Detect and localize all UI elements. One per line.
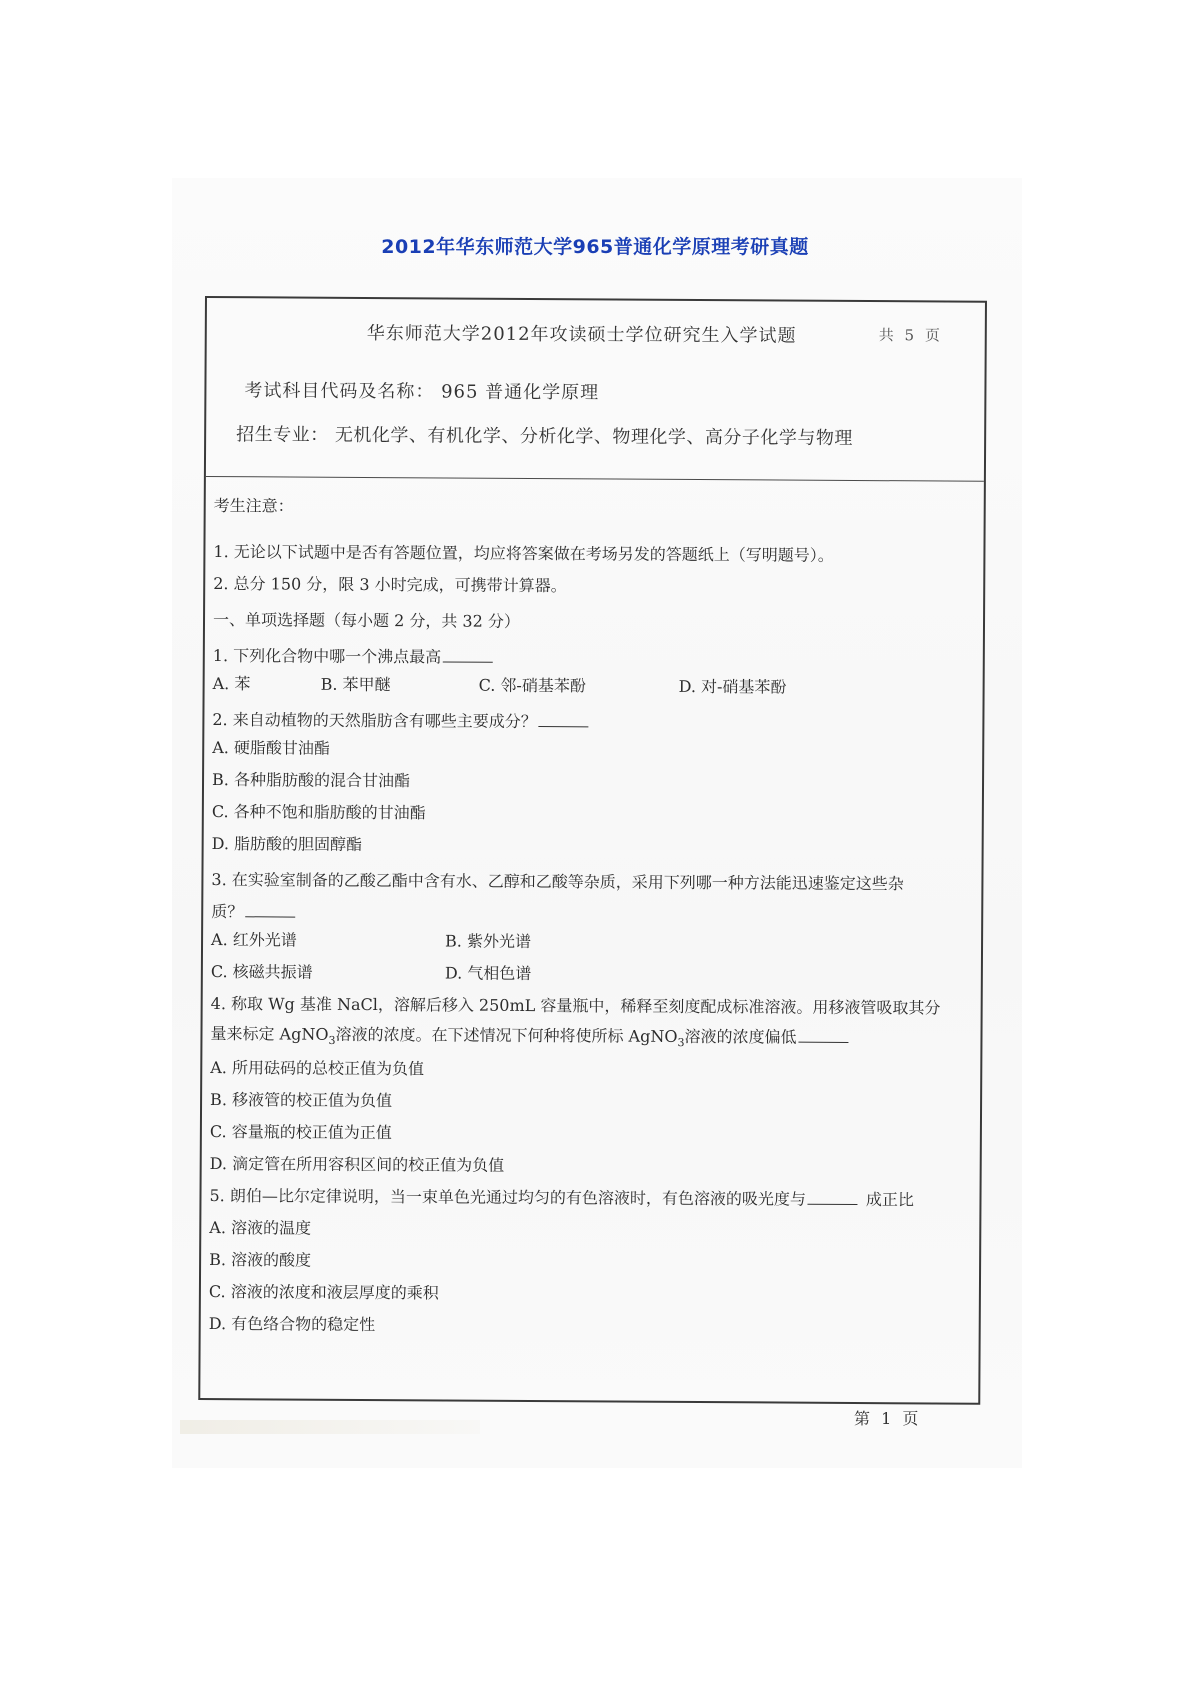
question-2-option-c: C. 各种不饱和脂肪酸的甘油酯 [211,802,426,823]
question-3-option-a: A. 红外光谱 [211,930,297,950]
total-pages: 共 5 页 [878,326,943,345]
subscript: 3 [328,1033,336,1047]
answer-blank [808,1190,858,1205]
question-5-stem [209,1186,913,1210]
scan-smudge [180,1420,480,1434]
question-1-option-c: C. 邻-硝基苯酚 [478,675,586,696]
question-4-option-b: B. 移液管的校正值为负值 [210,1090,393,1111]
notice-heading: 考生注意： [213,496,294,516]
exam-header [206,298,985,482]
question-4-stem-line1: 4. 称取 Wg 基准 NaCl，溶解后移入 250mL 容量瓶中，稀释至刻度配成标准溶液。用移液管吸取其分 [210,994,941,1018]
exam-majors: 招生专业： 无机化学、有机化学、分析化学、物理化学、高分子化学与物理 [236,424,853,449]
subscript: 3 [677,1036,685,1050]
question-1-stem [213,646,493,668]
question-3-option-c: C. 核磁共振谱 [210,962,313,982]
question-4-option-d: D. 滴定管在所用容积区间的校正值为负值 [209,1154,505,1175]
exam-subject: 考试科目代码及名称： 965 普通化学原理 [244,380,600,404]
question-3-text: 质？ [211,902,244,922]
answer-blank [443,647,493,662]
notice-item-1: 1. 无论以下试题中是否有答题位置，均应将答案做在考场另发的答题纸上（写明题号）。 [213,542,834,565]
exam-title: 华东师范大学2012年攻读硕士学位研究生入学试题 [366,322,797,347]
question-4-option-a: A. 所用砝码的总校正值为负值 [210,1058,425,1079]
question-2-text: 2. 来自动植物的天然脂肪含有哪些主要成分？ [212,710,537,732]
answer-blank [539,712,589,727]
notice-item-2: 2. 总分 150 分，限 3 小时完成，可携带计算器。 [213,574,567,596]
question-5-text: 5. 朗伯—比尔定律说明，当一束单色光通过均匀的有色溶液时，有色溶液的吸光度与 [209,1186,806,1209]
question-5-tail: 成正比 [865,1190,914,1210]
question-5-option-b: B. 溶液的酸度 [209,1250,312,1270]
question-2-stem [212,710,588,732]
question-1-text: 1. 下列化合物中哪一个沸点最高 [212,646,442,667]
question-3-option-d: D. 气相色谱 [444,963,532,984]
exam-paper-frame [198,296,987,1405]
answer-blank [245,902,295,917]
question-3-option-b: B. 紫外光谱 [445,931,532,952]
question-4-stem-line2 [210,1024,848,1054]
question-4-text-b: 溶液的浓度。在下述情况下何种将使所标 AgNO [335,1024,678,1046]
question-3-stem-line1: 3. 在实验室制备的乙酸乙酯中含有水、乙醇和乙酸等杂质，采用下列哪一种方法能迅速鉴定这些杂 [211,870,904,894]
question-5-option-d: D. 有色络合物的稳定性 [208,1314,376,1335]
question-4-text-a: 量来标定 AgNO [210,1024,329,1044]
question-2-option-a: A. 硬脂酸甘油酯 [212,738,331,758]
question-5-option-c: C. 溶液的浓度和液层厚度的乘积 [208,1282,439,1303]
answer-blank [798,1028,848,1043]
exam-content [208,496,979,1335]
question-1-option-b: B. 苯甲醚 [320,674,391,695]
question-2-option-b: B. 各种脂肪酸的混合甘油酯 [211,770,411,791]
question-4-option-c: C. 容量瓶的校正值为正值 [209,1122,392,1143]
section-heading: 一、单项选择题（每小题 2 分，共 32 分） [212,610,520,631]
question-3-stem-line2 [211,902,295,923]
question-1-option-a: A. 苯 [212,674,251,694]
page-title: 2012年华东师范大学965普通化学原理考研真题 [381,236,809,258]
question-1-option-d: D. 对-硝基苯酚 [678,676,787,697]
question-4-text-c: 溶液的浓度偏低 [684,1026,797,1047]
question-5-option-a: A. 溶液的温度 [209,1218,312,1238]
question-2-option-d: D. 脂肪酸的胆固醇酯 [211,834,363,854]
page-number: 第 1 页 [854,1409,922,1428]
